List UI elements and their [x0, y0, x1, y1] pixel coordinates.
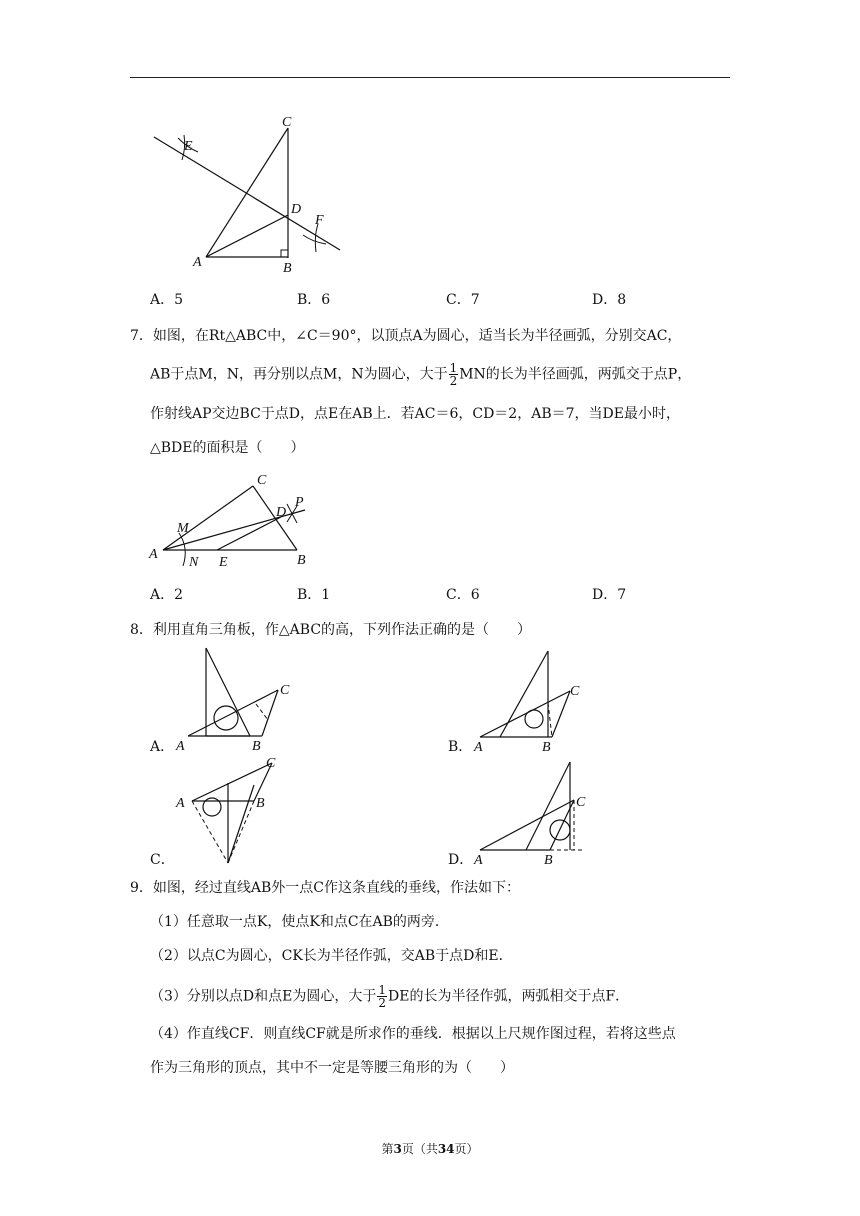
footer-pre: 第 — [381, 1142, 394, 1156]
q9-step-4: （4）作直线CF．则直线CF就是所求作的垂线．根据以上尺规作图过程，若将这些点 — [150, 1026, 676, 1042]
q6-label-b: B — [283, 261, 292, 276]
q7-line-2 — [150, 362, 691, 387]
q7-line-4: △BDE的面积是（ ） — [150, 440, 305, 456]
q7-figure — [145, 468, 320, 573]
q7-frac-den: 2 — [449, 374, 458, 388]
q8-option-b-label: B． — [448, 739, 473, 755]
q9-frac-den: 2 — [378, 996, 386, 1010]
q7-label-p: P — [295, 495, 304, 510]
header-rule — [130, 77, 730, 78]
q8-figure-a — [170, 642, 300, 754]
q6-figure — [148, 110, 348, 280]
q6-label-a: A — [193, 255, 202, 270]
footer-mid: 页（共 — [401, 1142, 438, 1156]
q9-step-3 — [150, 984, 629, 1009]
q9-line-1: 9．如图，经过直线AB外一点C作这条直线的垂线，作法如下： — [130, 880, 521, 896]
q7-number: 7． — [130, 328, 153, 344]
q7-option-c: C．6 — [446, 587, 480, 603]
q8a-label-b: B — [252, 739, 261, 754]
q8c-label-b: B — [256, 796, 265, 811]
q9-fraction — [377, 984, 387, 1009]
q8d-label-a: A — [474, 853, 483, 868]
q7-text-1: 如图，在Rt△ABC中，∠C＝90°，以顶点A为圆心，适当长为半径画弧，分别交AC， — [152, 328, 682, 344]
page-footer — [0, 1140, 860, 1157]
q7-label-c: C — [257, 473, 267, 488]
q8b-label-c: C — [570, 684, 580, 699]
q8d-label-b: B — [544, 853, 553, 868]
q7-label-a: A — [149, 547, 158, 562]
q6-label-e: E — [184, 139, 193, 154]
q7-label-m: M — [177, 521, 189, 536]
q7-text-2a: AB于点M，N，再分别以点M，N为圆心，大于 — [150, 366, 448, 383]
q8-figure-b — [470, 645, 590, 755]
footer-page-number: 3 — [393, 1142, 402, 1156]
q8c-label-a: A — [176, 796, 185, 811]
q8a-label-a: A — [176, 739, 185, 754]
q7-label-d: D — [276, 505, 287, 520]
q6-label-c: C — [282, 115, 292, 130]
q7-line-1 — [130, 326, 681, 346]
q8c-label-c: C — [266, 756, 276, 771]
q7-option-a: A．2 — [150, 587, 184, 603]
q7-label-e: E — [219, 555, 228, 570]
q8b-label-a: A — [474, 740, 483, 755]
q6-option-b: B．6 — [297, 292, 331, 308]
q8b-label-b: B — [542, 740, 551, 755]
q7-label-n: N — [189, 555, 199, 570]
q7-line-3: 作射线AP交边BC于点D，点E在AB上．若AC＝6，CD＝2，AB＝7，当DE最小时， — [150, 406, 680, 422]
q7-frac-num: 1 — [449, 361, 458, 375]
q8-option-c-label: C． — [150, 852, 175, 868]
q6-label-f: F — [315, 213, 324, 228]
q8-figure-d — [470, 758, 600, 868]
q8-line-1: 8．利用直角三角板，作△ABC的高，下列作法正确的是（ ） — [130, 622, 532, 638]
q6-option-d: D．8 — [592, 292, 627, 308]
q8a-label-c: C — [280, 683, 290, 698]
q6-option-a: A．5 — [150, 292, 184, 308]
footer-post: 页） — [454, 1142, 479, 1156]
q9-step-3a: （3）分别以点D和点E为圆心，大于 — [150, 988, 377, 1005]
q7-option-d: D．7 — [592, 587, 627, 603]
q8-option-a-label: A． — [150, 739, 175, 755]
q6-option-c: C．7 — [446, 292, 480, 308]
q7-label-b: B — [297, 553, 306, 568]
q7-text-2b: MN的长为半径画弧，两弧交于点P， — [459, 366, 692, 383]
q9-step-3b: DE的长为半径作弧，两弧相交于点F． — [388, 988, 630, 1005]
q8-figure-c — [170, 755, 290, 865]
q9-frac-num: 1 — [378, 983, 386, 997]
footer-total-pages: 34 — [437, 1142, 455, 1156]
q8-option-d-label: D． — [448, 852, 474, 868]
q6-label-d: D — [291, 202, 302, 217]
q9-step-2: （2）以点C为圆心，CK长为半径作弧，交AB于点D和E． — [150, 948, 513, 964]
q8d-label-c: C — [576, 795, 586, 810]
q9-step-1: （1）任意取一点K，使点K和点C在AB的两旁． — [150, 914, 449, 930]
q7-option-b: B．1 — [297, 587, 331, 603]
q9-step-5: 作为三角形的顶点，其中不一定是等腰三角形的为（ ） — [150, 1060, 514, 1076]
q7-fraction — [449, 362, 459, 387]
